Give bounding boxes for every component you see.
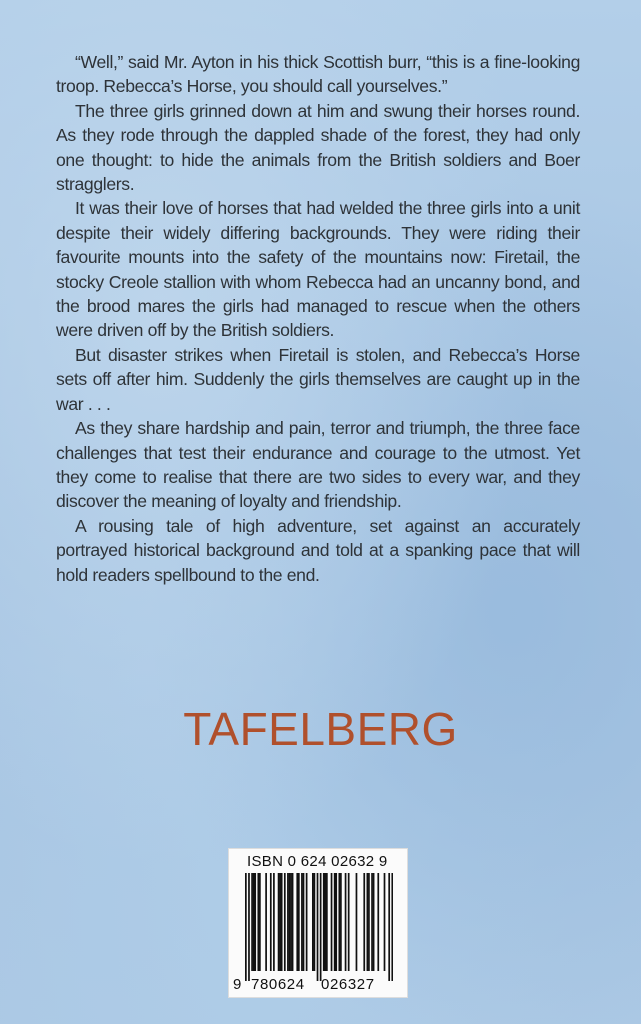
- barcode-bar: [356, 873, 358, 971]
- isbn-label: ISBN 0 624 02632 9: [247, 853, 388, 870]
- barcode-bar: [320, 873, 322, 981]
- blurb-paragraph-2: The three girls grinned down at him and swung their horses round. As they rode through the dappled shade of the forest, they had only one thought: to hide the animals from the British soldiers and Boer stragglers.: [56, 100, 580, 195]
- blurb-paragraph-5: As they share hardship and pain, terror and triumph, the three face challenges that test their endurance and courage to the utmost. Yet they come to realise that there are two sides to every war, and they discover the meaning of loyalty and friendship.: [56, 418, 580, 512]
- barcode-bar: [281, 873, 283, 971]
- barcode-bar: [377, 873, 379, 971]
- barcode-bar: [326, 873, 328, 971]
- blurb-paragraph-1: “Well,” said Mr. Ayton in his thick Scottish burr, “this is a fine-looking troop. Rebecca’s Horse, you should call yourselves.”: [56, 52, 580, 97]
- ean-group-left: 780624: [251, 976, 305, 993]
- publisher-logo: TAFELBERG: [183, 703, 458, 755]
- barcode-bar: [388, 873, 390, 981]
- isbn-barcode: [228, 848, 408, 998]
- barcode-bars: [245, 873, 393, 981]
- barcode-bar: [265, 873, 267, 971]
- barcode-bar: [301, 873, 303, 971]
- barcode-bar: [363, 873, 365, 971]
- barcode-bar: [284, 873, 286, 971]
- barcode-bar: [290, 873, 292, 971]
- blurb-paragraph-6: A rousing tale of high adventure, set against an accurately portrayed historical background and told at a spanking pace that will hold readers spellbound to the end.: [56, 515, 580, 585]
- barcode-bar: [312, 873, 314, 971]
- barcode-bar: [324, 873, 326, 971]
- barcode-bar: [289, 873, 291, 971]
- ean-group-right: 026327: [321, 976, 375, 993]
- blurb-paragraph-4: But disaster strikes when Firetail is stolen, and Rebecca’s Horse sets off after him. Suddenly the girls themselves are caught up in the war . . .: [56, 344, 580, 414]
- barcode-bar: [348, 873, 350, 971]
- barcode-bar: [273, 873, 275, 971]
- barcode-bar: [245, 873, 247, 981]
- barcode-bar: [323, 873, 325, 971]
- barcode-bar: [292, 873, 294, 971]
- barcode-bar: [287, 873, 289, 971]
- barcode-bar: [340, 873, 342, 971]
- barcode-bar: [335, 873, 337, 971]
- barcode-bar: [373, 873, 375, 971]
- barcode-bar: [368, 873, 370, 971]
- barcode-bar: [345, 873, 347, 971]
- barcode-bar: [384, 873, 386, 971]
- barcode-bar: [278, 873, 280, 971]
- barcode-bar: [270, 873, 272, 971]
- barcode-bar: [317, 873, 319, 981]
- barcode-bar: [338, 873, 340, 971]
- barcode-bar: [298, 873, 300, 971]
- barcode-bar: [367, 873, 369, 971]
- barcode-bar: [257, 873, 259, 971]
- barcode-bar: [296, 873, 298, 971]
- barcode-bar: [334, 873, 336, 971]
- barcode-bar: [279, 873, 281, 971]
- barcode-bar: [371, 873, 373, 971]
- barcode-bar: [259, 873, 261, 971]
- barcode-bar: [303, 873, 305, 971]
- blurb-paragraph-3: It was their love of horses that had welded the three girls into a unit despite their widely differing backgrounds. They were riding their favourite mounts into the safety of the mountains now: Firetail, the stocky Creole stallion with whom Rebecca had an uncanny bond, and the brood mares the girls had managed to rescue when the others were driven off by the British soldiers.: [56, 198, 580, 341]
- barcode-bar: [391, 873, 393, 981]
- barcode-bar: [248, 873, 250, 981]
- barcode-bar: [306, 873, 308, 971]
- barcode-bar: [331, 873, 333, 971]
- ean-first-digit: 9: [233, 976, 242, 993]
- back-cover-blurb: [56, 50, 580, 587]
- barcode-bar: [253, 873, 255, 971]
- barcode-bar: [251, 873, 253, 971]
- barcode-bar: [314, 873, 316, 971]
- barcode-bar: [254, 873, 256, 971]
